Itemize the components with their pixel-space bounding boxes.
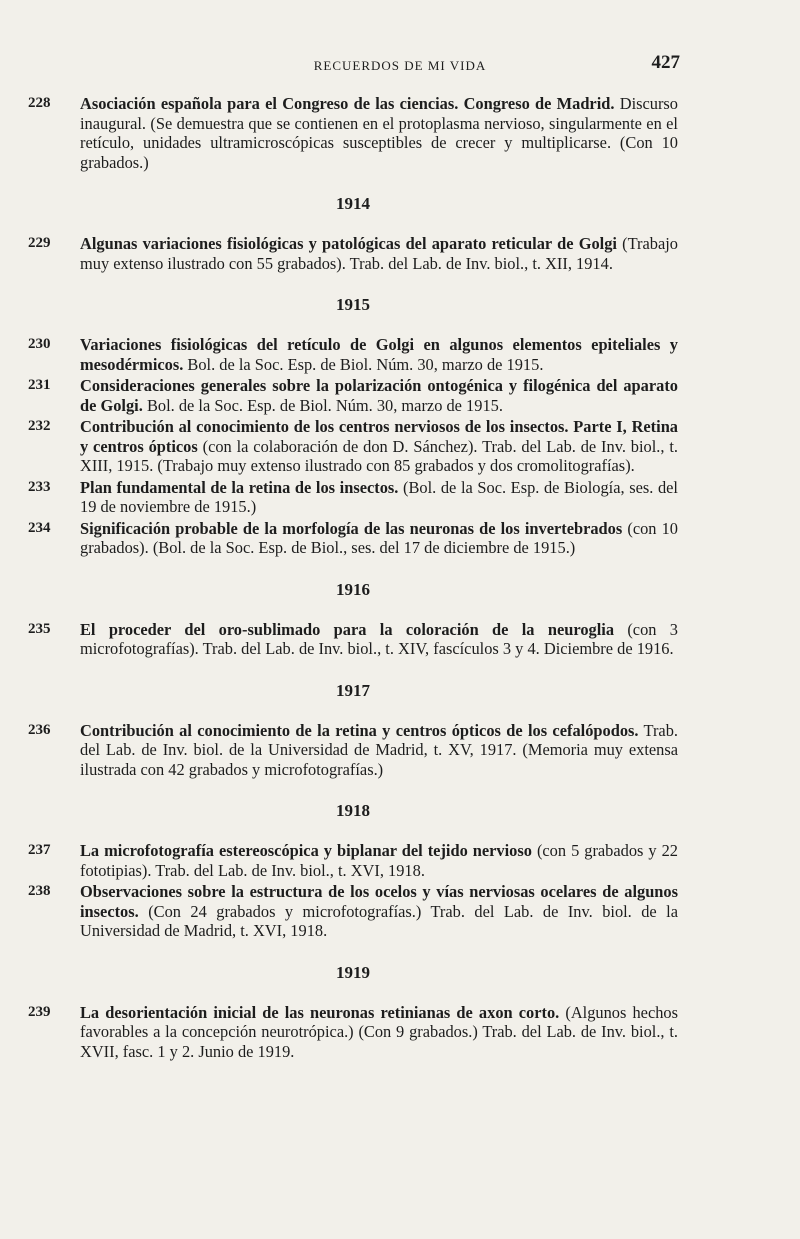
entry-details: (Trabajo muy extenso ilustrado con 55 grabados). Trab. del Lab. de Inv. biol., t. XII, 1914. [80, 234, 678, 273]
entry-title: Significación probable de la morfología de las neuronas de los invertebrados [80, 518, 623, 538]
entry-number: 237 [28, 842, 51, 858]
entry-title: Variaciones fisiológicas del retículo de Golgi en algunos elementos epiteliales y mesodérmicos. [80, 335, 678, 374]
bibliography-entry [28, 234, 678, 273]
entry-title: Consideraciones generales sobre la polarización ontogénica y filogénica del aparato de Golgi. [80, 376, 678, 415]
entry-title: Plan fundamental de la retina de los insectos. [80, 477, 399, 497]
bibliography-entry [28, 478, 678, 517]
running-head: RECUERDOS DE MI VIDA [313, 58, 487, 73]
entry-details: (Bol. de la Soc. Esp. de Biología, ses. del 19 de noviembre de 1915.) [80, 477, 678, 516]
entry-number: 230 [28, 336, 51, 352]
bibliography-entry [28, 1003, 678, 1062]
entry-details: (con 3 microfotografías). Trab. del Lab. de Inv. biol., t. XIV, fascículos 3 y 4. Diciembre de 1916. [80, 619, 678, 658]
entry-details: Discurso inaugural. (Se demuestra que se contienen en el protoplasma nervioso, singularmente en el retículo, unidades ultramicroscópicas susceptibles de crecer y multiplicarse. (Con 10 grabados.) [80, 94, 679, 172]
entry-title: Contribución al conocimiento de la retina y centros ópticos de los cefalópodos. [80, 720, 639, 740]
bibliography-entry [28, 335, 678, 374]
bibliography-entry [28, 620, 678, 659]
entry-details: (con la colaboración de don D. Sánchez). Trab. del Lab. de Inv. biol., t. XIII, 1915. (Trabajo muy extenso ilustrado con 85 grabados y dos cromolitografías). [80, 436, 678, 475]
entry-number: 229 [28, 235, 51, 251]
bibliography-entry [28, 882, 678, 941]
entry-number: 228 [28, 95, 51, 111]
page-number: 427 [651, 52, 680, 73]
year-heading: 1919 [336, 962, 370, 982]
year-heading: 1914 [336, 194, 370, 213]
bibliography-entry [28, 94, 678, 172]
entry-number: 233 [28, 478, 51, 495]
entry-details: (Con 24 grabados y microfotografías.) Trab. del Lab. de Inv. biol. de la Universidad de Madrid, t. XVI, 1918. [80, 901, 678, 940]
bibliography-entry [28, 841, 678, 880]
bibliography-entry [28, 376, 678, 415]
entry-title: Algunas variaciones fisiológicas y patológicas del aparato reticular de Golgi [80, 234, 617, 253]
entry-number: 239 [28, 1003, 51, 1020]
entry-title: El proceder del oro-sublimado para la coloración de la neuroglia [80, 619, 615, 639]
bibliography-entry [28, 417, 678, 476]
entry-number: 236 [28, 721, 51, 738]
entry-number: 234 [28, 519, 51, 536]
entry-details: (con 5 grabados y 22 fototipias). Trab. del Lab. de Inv. biol., t. XVI, 1918. [80, 841, 678, 880]
year-heading: 1915 [336, 295, 370, 314]
entry-details: (con 10 grabados). (Bol. de la Soc. Esp. de Biol., ses. del 17 de diciembre de 1915.) [80, 518, 678, 557]
entry-number: 235 [28, 620, 51, 637]
year-heading: 1917 [336, 680, 370, 700]
entry-title: La microfotografía estereoscópica y biplanar del tejido nervioso [80, 841, 532, 860]
year-heading: 1918 [336, 801, 370, 820]
entry-number: 231 [28, 377, 51, 393]
bibliography-entry [28, 519, 678, 558]
entry-number: 238 [28, 883, 51, 899]
entry-number: 232 [28, 418, 51, 434]
year-heading: 1916 [336, 579, 370, 599]
bibliography-entry [28, 721, 678, 780]
entry-details: (Algunos hechos favorables a la concepción neurotrópica.) (Con 9 grabados.) Trab. del Lab. de Inv. biol., t. XVII, fasc. 1 y 2. Junio de 1919. [80, 1002, 679, 1061]
entry-details: Bol. de la Soc. Esp. de Biol. Núm. 30, marzo de 1915. [183, 354, 544, 374]
entry-title: La desorientación inicial de las neuronas retinianas de axon corto. [80, 1002, 560, 1022]
entry-title: Asociación española para el Congreso de las ciencias. Congreso de Madrid. [80, 94, 615, 113]
entry-details: Bol. de la Soc. Esp. de Biol. Núm. 30, marzo de 1915. [142, 395, 503, 415]
bibliography-list [28, 94, 678, 1063]
entry-details: Trab. del Lab. de Inv. biol. de la Universidad de Madrid, t. XV, 1917. (Memoria muy extensa ilustrada con 42 grabados y microfotografías.) [80, 720, 678, 779]
entry-title: Observaciones sobre la estructura de los ocelos y vías nerviosas ocelares de algunos insectos. [80, 882, 678, 921]
entry-title: Contribución al conocimiento de los centros nerviosos de los insectos. Parte I, Retina y centros ópticos [80, 417, 678, 456]
